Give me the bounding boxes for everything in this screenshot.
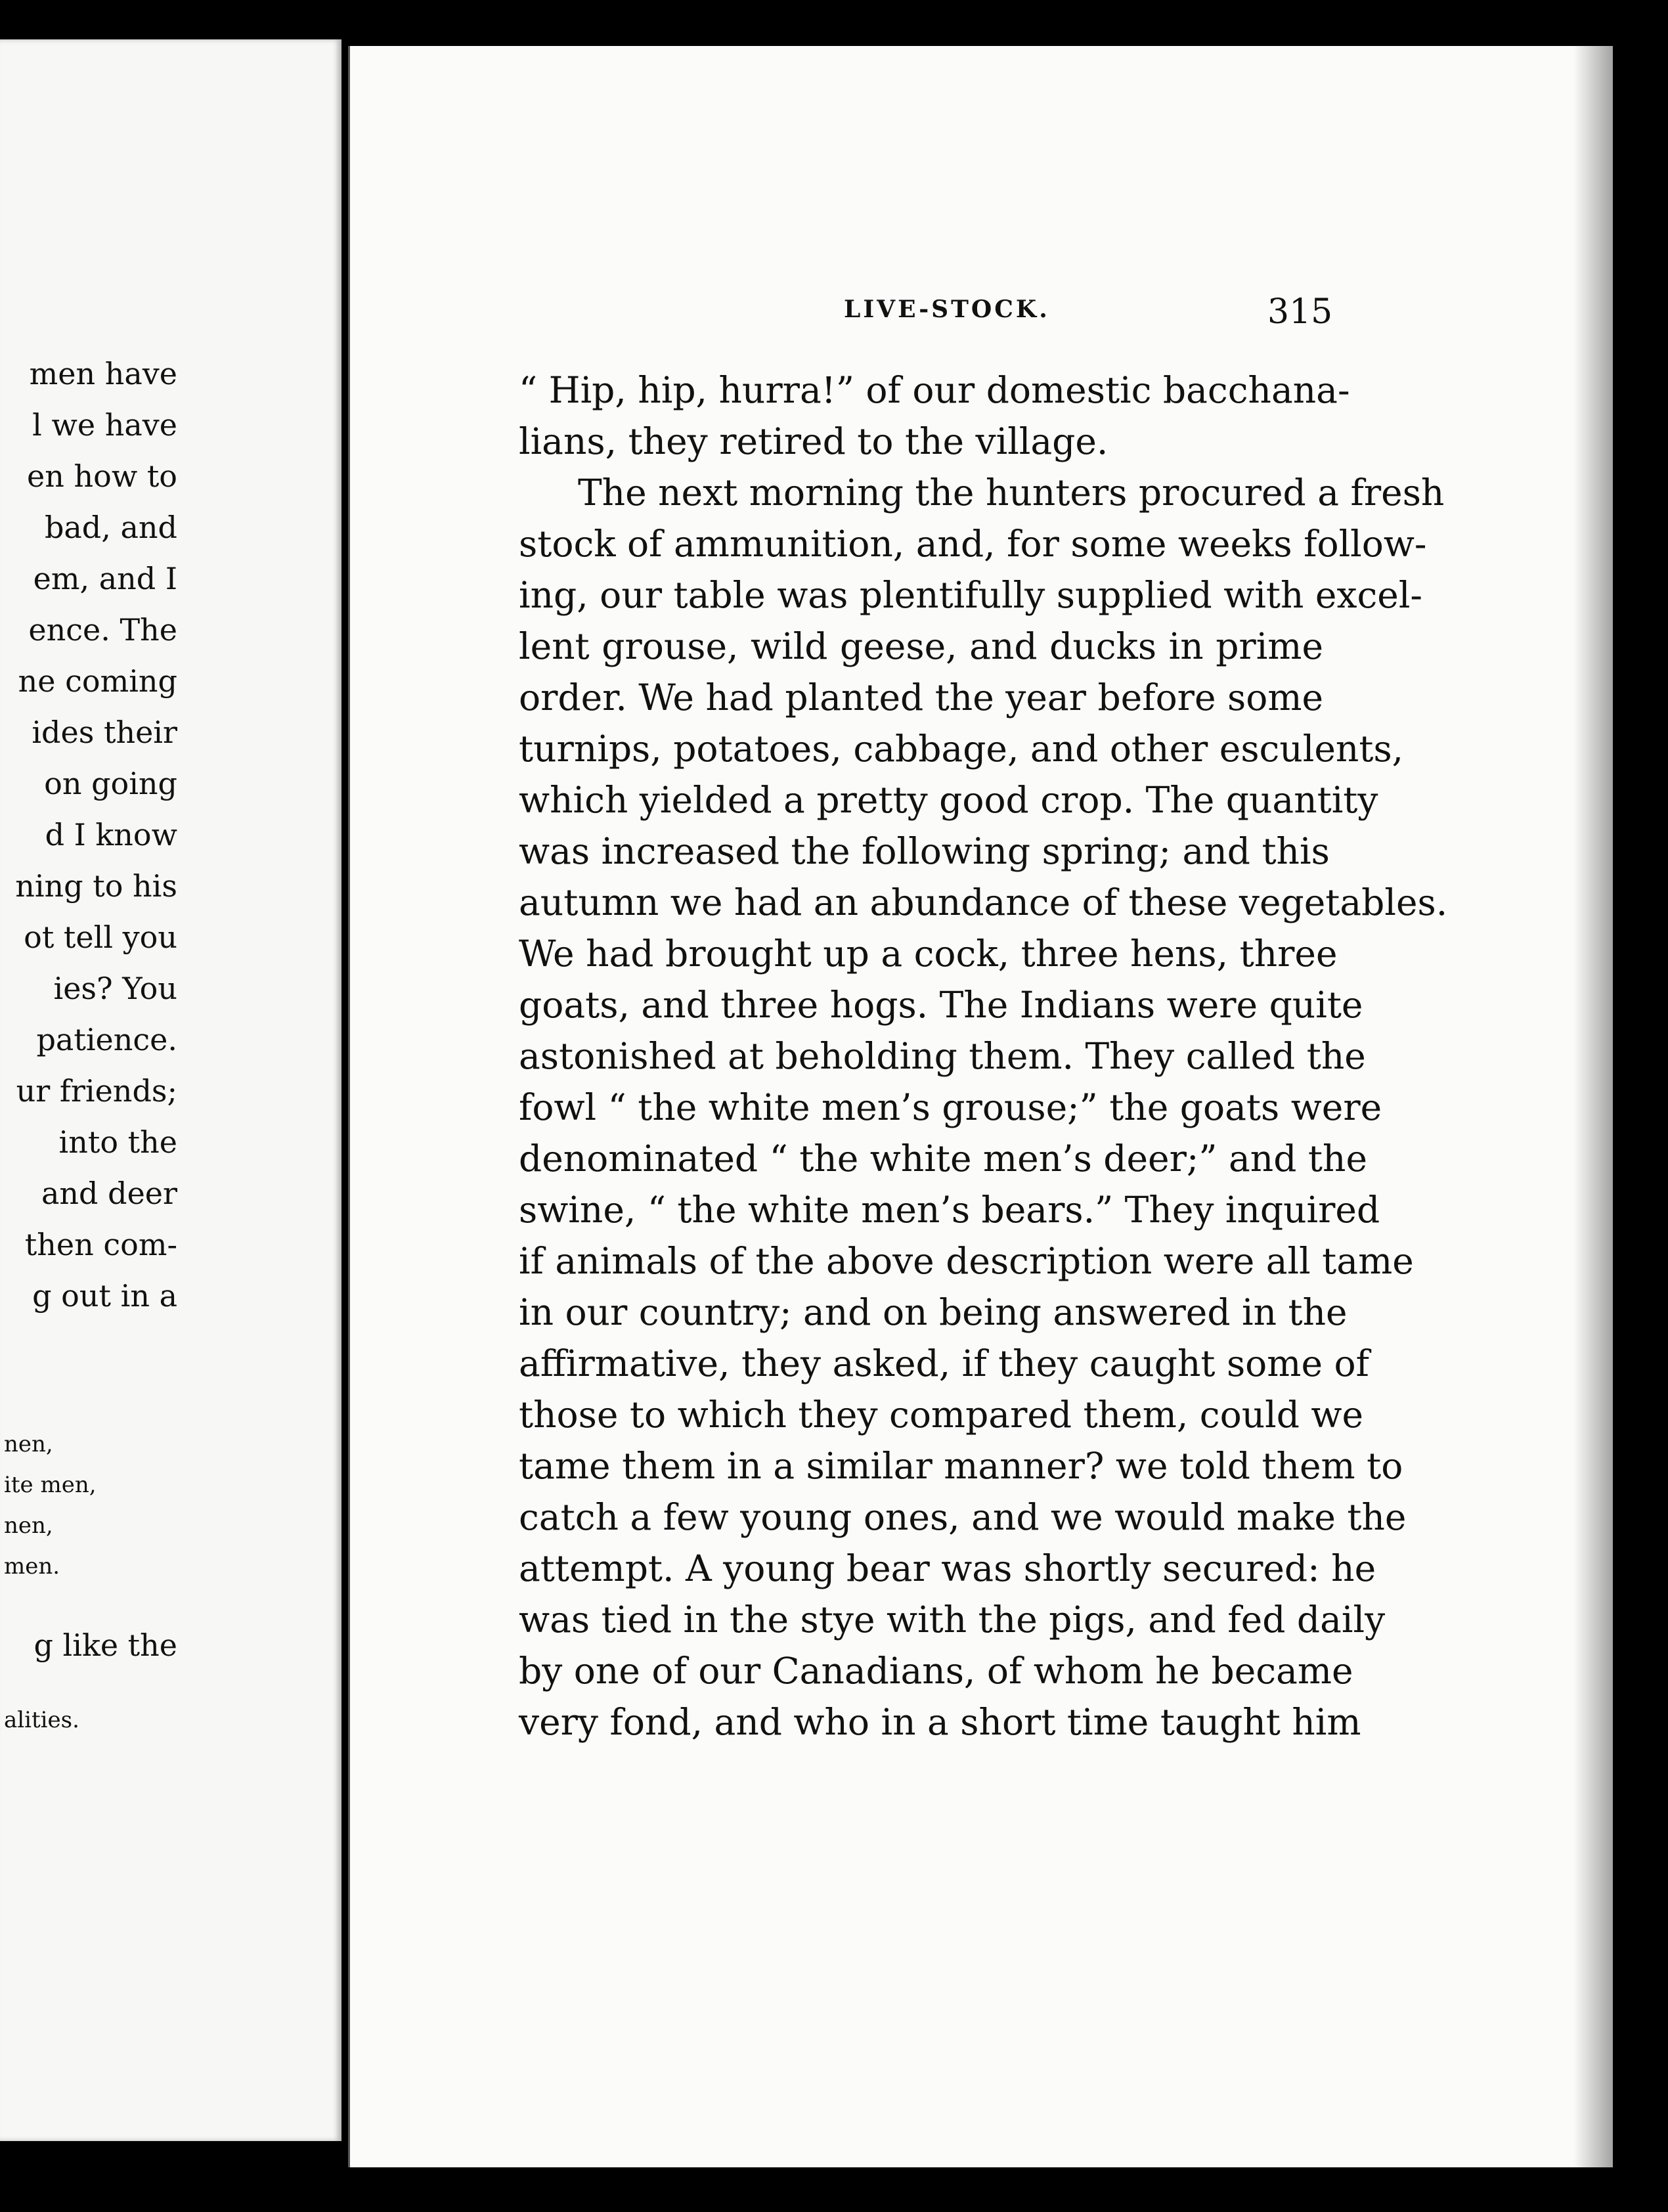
body-line: order. We had planted the year before some [519, 676, 1324, 719]
body-line: stock of ammunition, and, for some weeks follow- [519, 523, 1427, 565]
left-page-line: en how to [27, 458, 177, 494]
body-line: which yielded a pretty good crop. The quantity [519, 779, 1378, 821]
left-page-line: and deer [41, 1176, 177, 1211]
left-page-line: into the [58, 1124, 177, 1160]
body-line: astonished at beholding them. They called the [519, 1035, 1366, 1077]
body-line: catch a few young ones, and we would make the [519, 1496, 1407, 1538]
left-page-line: ides their [32, 715, 177, 750]
body-line: was increased the following spring; and this [519, 830, 1330, 872]
book-gutter [341, 0, 348, 2212]
body-line: ing, our table was plentifully supplied with excel- [519, 574, 1423, 616]
body-line: those to which they compared them, could we [519, 1394, 1364, 1436]
left-page-line: g out in a [32, 1278, 177, 1314]
body-line: lent grouse, wild geese, and ducks in prime [519, 625, 1323, 667]
left-page-small-line: men. [4, 1553, 60, 1580]
left-page-line: d I know [45, 817, 177, 852]
left-page-line: on going [44, 766, 177, 801]
left-page-line: g like the [33, 1627, 177, 1663]
left-page-line: ies? You [53, 971, 177, 1006]
body-line: We had brought up a cock, three hens, three [519, 933, 1338, 975]
left-page-line: then com- [24, 1227, 177, 1262]
body-line: goats, and three hogs. The Indians were quite [519, 984, 1363, 1026]
body-line: very fond, and who in a short time taught him [519, 1701, 1361, 1743]
left-page-small-line: ite men, [4, 1472, 97, 1498]
left-page-line: bad, and [44, 510, 177, 545]
body-line: in our country; and on being answered in the [519, 1291, 1348, 1333]
left-page-line: men have [29, 356, 177, 391]
body-line: by one of our Canadians, of whom he became [519, 1650, 1353, 1692]
left-page-line: ence. The [28, 612, 177, 648]
left-page-line: ot tell you [24, 919, 177, 955]
body-line: The next morning the hunters procured a fresh [578, 472, 1445, 514]
body-line: affirmative, they asked, if they caught some of [519, 1342, 1369, 1384]
body-line: autumn we had an abundance of these vegetables. [519, 881, 1448, 923]
left-page-line: ur friends; [16, 1073, 177, 1109]
left-page-line: patience. [36, 1022, 177, 1057]
left-page-line: ne coming [18, 663, 177, 699]
left-page-small-line: nen, [4, 1513, 53, 1539]
left-page-line: ning to his [15, 868, 177, 904]
body-line: tame them in a similar manner? we told them to [519, 1445, 1403, 1487]
left-page-small-line: nen, [4, 1431, 53, 1457]
body-line: fowl “ the white men’s grouse;” the goats were [519, 1086, 1382, 1128]
running-head: LIVE-STOCK. [844, 296, 1050, 323]
body-line: denominated “ the white men’s deer;” and the [519, 1138, 1367, 1180]
body-line: lians, they retired to the village. [519, 420, 1108, 462]
body-line: was tied in the stye with the pigs, and fed daily [519, 1599, 1386, 1641]
page-number: 315 [1267, 292, 1333, 332]
body-line: “ Hip, hip, hurra!” of our domestic bacchana- [519, 369, 1350, 411]
left-page-line: em, and I [33, 561, 177, 596]
body-line: if animals of the above description were all tame [519, 1240, 1414, 1282]
body-line: turnips, potatoes, cabbage, and other esculents, [519, 728, 1404, 770]
body-line: attempt. A young bear was shortly secured: he [519, 1547, 1376, 1589]
left-page-small-line: alities. [4, 1707, 79, 1733]
body-line: swine, “ the white men’s bears.” They inquired [519, 1189, 1380, 1231]
left-page-line: l we have [32, 407, 177, 443]
